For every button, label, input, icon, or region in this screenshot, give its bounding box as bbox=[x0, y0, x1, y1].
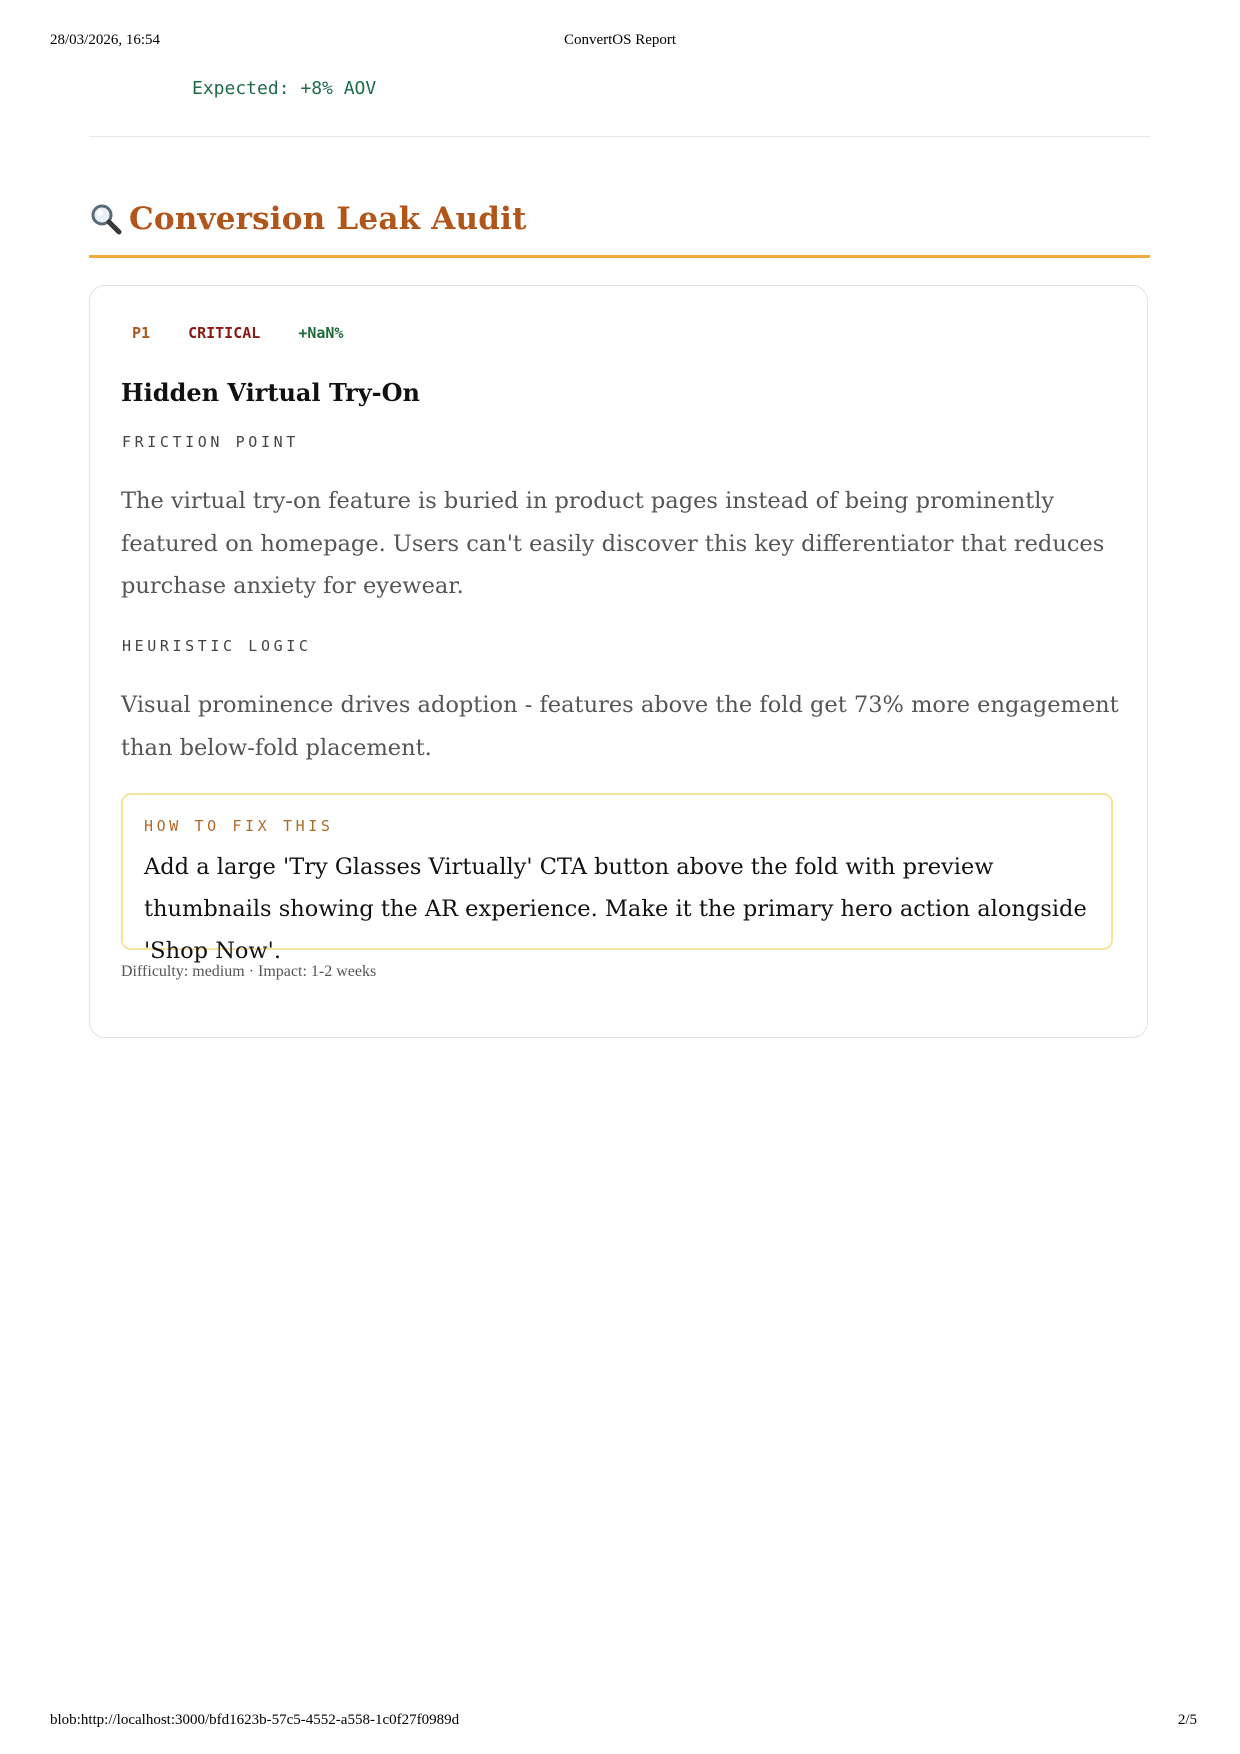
heading-underline bbox=[89, 255, 1150, 258]
leak-tags bbox=[132, 324, 343, 342]
print-header bbox=[0, 32, 1240, 52]
print-footer bbox=[0, 1712, 1240, 1732]
severity-badge: CRITICAL bbox=[188, 324, 261, 342]
magnifying-glass-icon bbox=[89, 202, 123, 236]
heuristic-logic-text: Visual prominence drives adoption - features above the fold get 73% more engagement than below-fold placement. bbox=[121, 692, 1119, 761]
page-number: 2/5 bbox=[1177, 1712, 1197, 1728]
priority-badge: P1 bbox=[132, 324, 151, 342]
section-title: Conversion Leak Audit bbox=[129, 201, 527, 237]
heuristic-logic-label: HEURISTIC LOGIC bbox=[122, 637, 312, 655]
print-document-title: ConvertOS Report bbox=[563, 32, 677, 48]
friction-point-text: The virtual try-on feature is buried in product pages instead of being prominently featured on homepage. Users can't easily discover this key differentiator that reduces purchase anxiety for eyewear. bbox=[121, 488, 1105, 599]
fix-label: HOW TO FIX THIS bbox=[144, 817, 334, 835]
leak-title: Hidden Virtual Try-On bbox=[121, 378, 420, 407]
expected-impact-line: Expected: +8% AOV bbox=[192, 78, 377, 99]
print-datetime: 28/03/2026, 16:54 bbox=[50, 32, 161, 48]
difficulty-impact-meta: Difficulty: medium · Impact: 1-2 weeks bbox=[121, 963, 377, 980]
lift-badge: +NaN% bbox=[298, 324, 344, 342]
divider bbox=[89, 136, 1150, 137]
print-url: blob:http://localhost:3000/bfd1623b-57c5-4552-a558-1c0f27f0989d bbox=[50, 1712, 460, 1728]
fix-text: Add a large 'Try Glasses Virtually' CTA button above the fold with preview thumbnails showing the AR experience. Make it the primary hero action alongside 'Shop Now'. bbox=[144, 854, 1087, 964]
friction-point-label: FRICTION POINT bbox=[122, 433, 299, 451]
section-heading bbox=[89, 196, 527, 242]
